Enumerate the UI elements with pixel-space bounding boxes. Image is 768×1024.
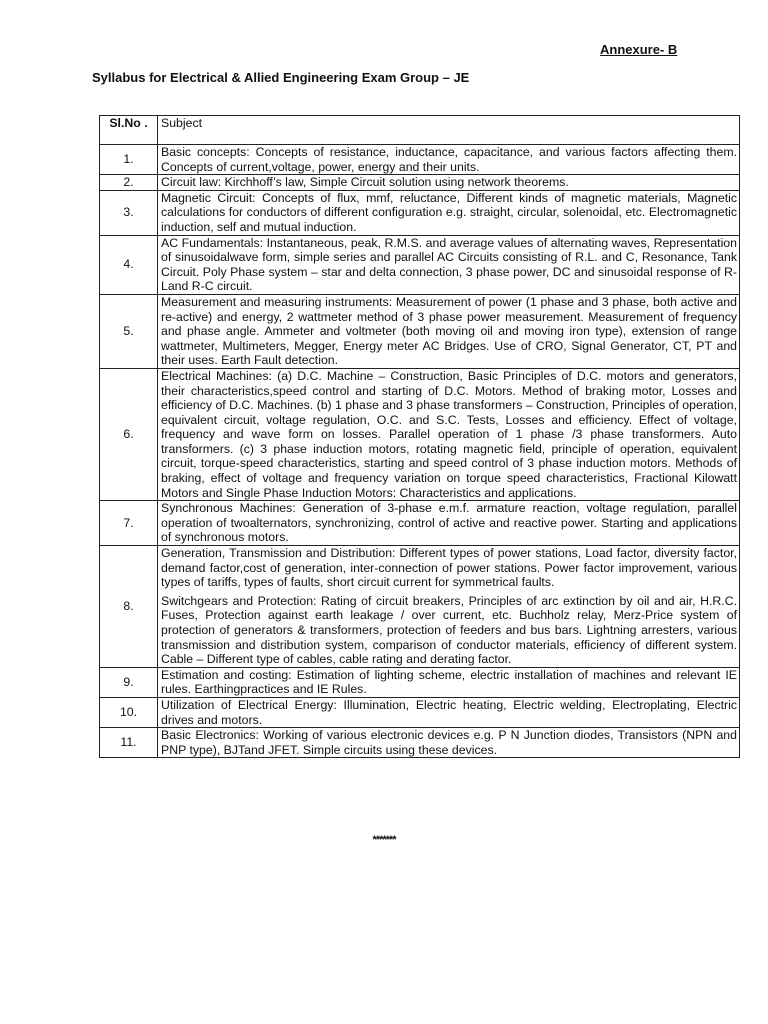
row-subject: [158, 697, 740, 727]
table-row: [100, 175, 740, 191]
table-row: [100, 235, 740, 294]
row-number: 8.: [100, 546, 158, 668]
row-number: 4.: [100, 235, 158, 294]
subject-text: Estimation and costing: Estimation of lighting scheme, electric installation of machines and relevant IE rules. Earthingpractices and IE Rules.: [161, 667, 737, 697]
table-row: [100, 294, 740, 368]
subject-text: Synchronous Machines: Generation of 3-phase e.m.f. armature reaction, voltage regulation, parallel operation of twoalternators, synchronizing, control of active and reactive power. Starting and applications of synchronous motors.: [161, 501, 737, 545]
row-number: 10.: [100, 697, 158, 727]
row-number: 9.: [100, 667, 158, 697]
row-subject: [158, 501, 740, 546]
subject-text: Basic concepts: Concepts of resistance, inductance, capacitance, and various factors affecting them. Concepts of current,voltage, power, energy and their units.: [161, 145, 737, 174]
annexure-label: Annexure- B: [600, 42, 678, 57]
syllabus-table: [99, 115, 740, 758]
subject-text: Electrical Machines: (a) D.C. Machine – Construction, Basic Principles of D.C. motors and generators, their characteristics,speed control and starting of D.C. Motors. Method of braking motor, Losses and efficiency of D.C. Machines. (b) 1 phase and 3 phase transformers – Construction, Principles of operation, equivalent circuit, voltage regulation, O.C. and S.C. Tests, Losses and efficiency. Effect of voltage, frequency and wave form on losses. Parallel operation of 1 phase /3 phase transformers. Auto transformers. (c) 3 phase induction motors, rotating magnetic field, principle of operation, equivalent circuit, torque-speed characteristics, starting and speed control of 3 phase induction motors. Methods of braking, effect of voltage and frequency variation on torque speed characteristics, Fractional Kilowatt Motors and Single Phase Induction Motors: Characteristics and applications.: [161, 368, 737, 500]
subject-text: Generation, Transmission and Distribution: Different types of power stations, Load factor, diversity factor, demand factor,cost of generation, inter-connection of power stations. Power factor improvement, various types of tariffs, types of faults, short circuit current for symmetrical faults.: [161, 546, 737, 590]
table-header-row: [100, 116, 740, 145]
row-subject: [158, 728, 740, 758]
header-subject: Subject: [158, 116, 740, 145]
subject-text: Magnetic Circuit: Concepts of flux, mmf, reluctance, Different kinds of magnetic materials, Magnetic calculations for conductors of different configuration e.g. straight, circular, solenoidal, etc. Electromagnetic induction, self and mutual induction.: [161, 190, 737, 234]
row-number: 6.: [100, 368, 158, 500]
table-row: [100, 190, 740, 235]
table-row: [100, 728, 740, 758]
document-title: Syllabus for Electrical & Allied Engineering Exam Group – JE: [92, 70, 470, 85]
row-number: 5.: [100, 294, 158, 368]
row-number: 11.: [100, 728, 158, 758]
table-row: [100, 667, 740, 697]
row-subject: [158, 190, 740, 235]
subject-text: AC Fundamentals: Instantaneous, peak, R.M.S. and average values of alternating waves, Representation of sinusoidalwave form, simple series and parallel AC Circuits consisting of R.L. and C, Resonance, Tank Circuit. Poly Phase system – star and delta connection, 3 phase power, DC and sinusoidal response of R-Land R-C circuit.: [161, 235, 737, 294]
row-number: 2.: [100, 175, 158, 191]
row-subject: [158, 235, 740, 294]
subject-text: Circuit law: Kirchhoff’s law, Simple Circuit solution using network theorems.: [161, 175, 569, 190]
subject-text: Utilization of Electrical Energy: Illumination, Electric heating, Electric welding, Electroplating, Electric drives and motors.: [161, 697, 737, 727]
row-subject: [158, 294, 740, 368]
table-row: [100, 546, 740, 668]
row-number: 7.: [100, 501, 158, 546]
subject-text: Basic Electronics: Working of various electronic devices e.g. P N Junction diodes, Transistors (NPN and PNP type), BJTand JFET. Simple circuits using these devices.: [161, 728, 737, 757]
row-subject: [158, 145, 740, 175]
row-subject: [158, 667, 740, 697]
end-marker: *******: [372, 834, 396, 846]
table-row: [100, 145, 740, 175]
table-row: [100, 368, 740, 500]
table-row: [100, 697, 740, 727]
row-number: 3.: [100, 190, 158, 235]
row-subject: [158, 175, 740, 191]
row-subject: [158, 368, 740, 500]
header-sno: Sl.No .: [100, 116, 158, 145]
row-number: 1.: [100, 145, 158, 175]
table-row: [100, 501, 740, 546]
subject-text: Switchgears and Protection: Rating of circuit breakers, Principles of arc extinction by oil and air, H.R.C. Fuses, Protection against earth leakage / over current, etc. Buchholz relay, Merz-Price system of protection of generators & transformers, protection of feeders and bus bars. Lightning arresters, various transmission and distribution system, comparison of conductor materials, efficiency of different system. Cable – Different type of cables, cable rating and derating factor.: [161, 593, 737, 667]
subject-text: Measurement and measuring instruments: Measurement of power (1 phase and 3 phase, both active and re-active) and energy, 2 wattmeter method of 3 phase power measurement. Measurement of frequency and phase angle. Ammeter and voltmeter (both moving oil and moving iron type), extension of range wattmeter, Multimeters, Megger, Energy meter AC Bridges. Use of CRO, Signal Generator, CT, PT and their uses. Earth Fault detection.: [161, 294, 737, 368]
row-subject: [158, 546, 740, 668]
